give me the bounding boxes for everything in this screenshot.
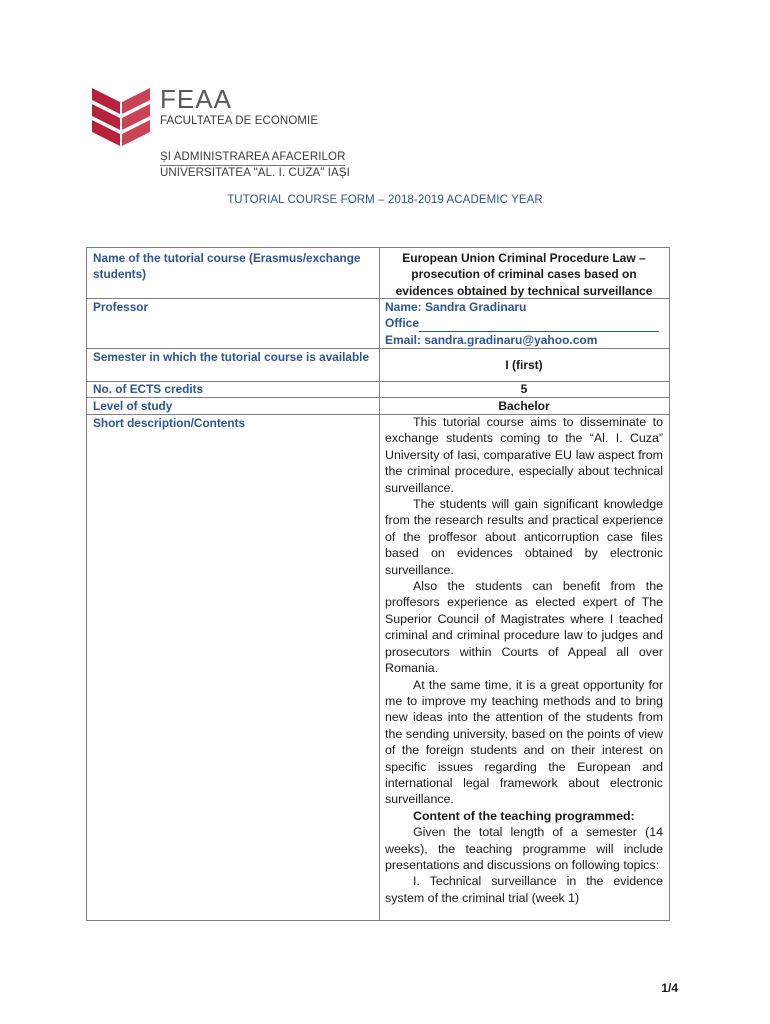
label-ects: No. of ECTS credits: [93, 382, 204, 396]
description-paragraph: Also the students can benefit from the proffesors experience as elected expert of The Superior Council of Magistrates where I teached criminal and criminal procedure law to judges and prosecutors within Courts of Appeal all over Romania.: [385, 579, 663, 676]
value-course-name: European Union Criminal Procedure Law – prosecution of criminal cases based on evidences obtained by technical surveillance: [395, 251, 653, 298]
label-course-name: Name of the tutorial course (Erasmus/exchange students): [93, 251, 361, 282]
topic-item: I. Technical surveillance in the evidence system of the criminal trial (week 1): [385, 874, 663, 905]
description-paragraph: At the same time, it is a great opportunity for me to improve my teaching methods and to bring new ideas into the attention of the students from the sending university, based on the points of view of the foreign students and on their interest on specific issues regarding the European and international legal framework about electronic surveillance.: [385, 677, 663, 807]
value-level: Bachelor: [498, 399, 550, 413]
page-number: 1/4: [661, 981, 678, 995]
logo-line-2: ȘI ADMINISTRAREA AFACERILOR: [160, 150, 345, 166]
label-description: Short description/Contents: [93, 416, 246, 430]
form-title: TUTORIAL COURSE FORM – 2018-2019 ACADEMIC YEAR: [227, 194, 543, 206]
label-level: Level of study: [93, 399, 173, 413]
value-professor: [385, 299, 663, 348]
professor-email: Email: sandra.gradinaru@yahoo.com: [385, 332, 598, 347]
faculty-logo: [90, 84, 350, 179]
logo-line-3: UNIVERSITATEA "AL. I. CUZA" IAȘI: [160, 167, 350, 179]
content-heading: Content of the teaching programmed:: [413, 808, 635, 823]
description-paragraph: This tutorial course aims to disseminate to exchange students coming to the “Al. I. Cuza” University of Iasi, comparative EU law aspect from the criminal procedure, especially about technical surveillance.: [385, 415, 663, 495]
feaa-logo-icon: [90, 84, 152, 154]
course-table: [86, 247, 670, 921]
description-paragraph: Given the total length of a semester (14 weeks), the teaching programme will include presentations and discussions on following topics:: [385, 825, 663, 872]
value-semester: I (first): [505, 358, 543, 372]
description-content: [385, 414, 663, 906]
office-blank-line: [419, 319, 659, 332]
label-professor: Professor: [93, 300, 149, 314]
office-label: Office: [385, 316, 420, 331]
logo-abbr: FEAA: [160, 84, 232, 114]
professor-name: Name: Sandra Gradinaru: [385, 300, 527, 314]
professor-office: [385, 315, 663, 331]
value-ects: 5: [520, 382, 528, 396]
description-paragraph: The students will gain significant knowledge from the research results and practical experience of the proffesor about anticorruption case files based on evidences obtained by electronic surveillance.: [385, 497, 663, 577]
logo-line-1: FACULTATEA DE ECONOMIE: [160, 115, 319, 127]
label-semester: Semester in which the tutorial course is available: [93, 350, 370, 364]
